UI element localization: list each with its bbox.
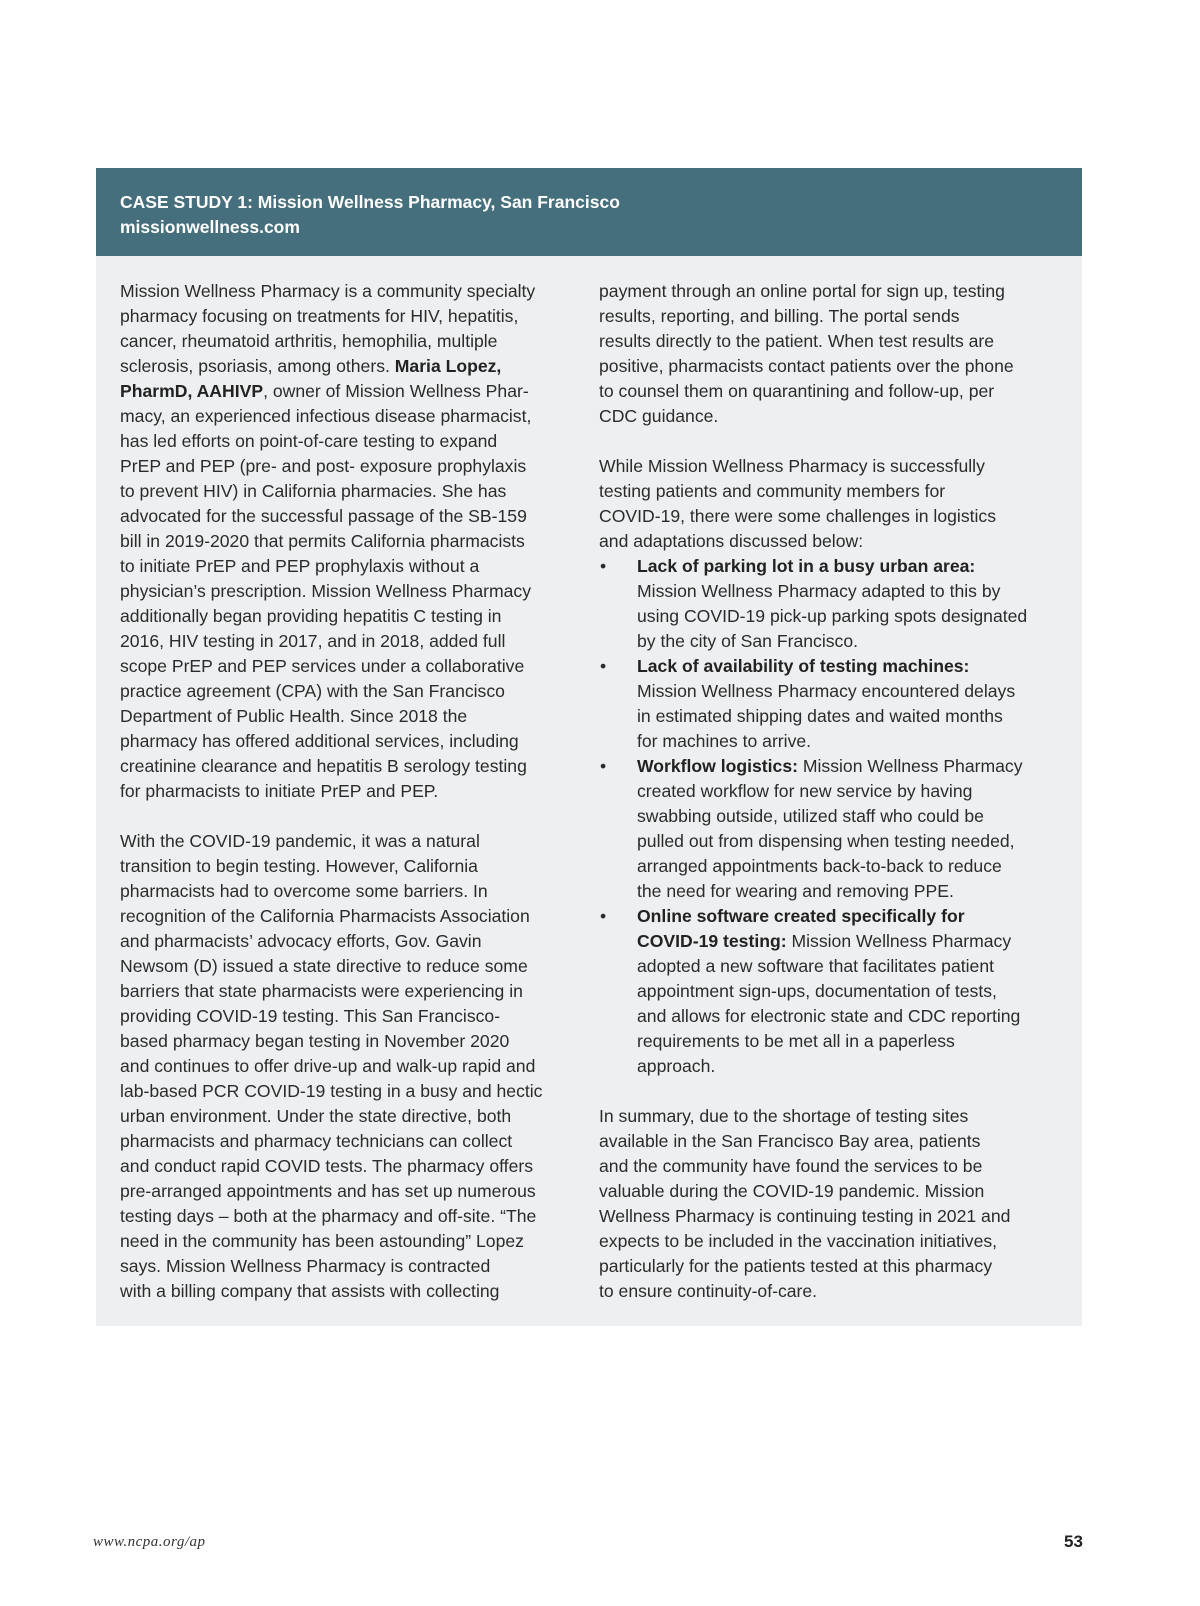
text-line: COVID-19, there were some challenges in logistics [599, 506, 997, 526]
list-item [599, 754, 1064, 904]
challenges-list [599, 554, 1064, 1079]
bullet-icon: • [600, 556, 607, 576]
text-line: for pharmacists to initiate PrEP and PEP. [120, 781, 439, 801]
text-line: and continues to offer drive-up and walk-up rapid and [120, 1056, 536, 1076]
text-line [637, 904, 1064, 929]
bullet-icon: • [600, 756, 607, 776]
text-line: valuable during the COVID-19 pandemic. Mission [599, 1181, 985, 1201]
text-line [637, 929, 1064, 954]
text-line: by the city of San Francisco. [637, 631, 858, 651]
text-line: appointment sign-ups, documentation of tests, [637, 981, 997, 1001]
text-line: for machines to arrive. [637, 731, 812, 751]
text-line: macy, an experienced infectious disease pharmacist, [120, 406, 532, 426]
paragraph-gap [120, 804, 585, 829]
text-line: urban environment. Under the state directive, both [120, 1106, 512, 1126]
text-line: While Mission Wellness Pharmacy is successfully [599, 456, 985, 476]
text-line [120, 379, 585, 404]
bullet-heading-continued: COVID-19 testing: [637, 931, 787, 951]
text-line: positive, pharmacists contact patients over the phone [599, 356, 1014, 376]
left-paragraph-2 [120, 829, 585, 1304]
text-line: to counsel them on quarantining and follow-up, per [599, 381, 995, 401]
bullet-heading: Workflow logistics: [637, 756, 798, 776]
text-line: Mission Wellness Pharmacy adapted to this by [637, 581, 1001, 601]
text-line: to initiate PrEP and PEP prophylaxis without a [120, 556, 480, 576]
text-line: results, reporting, and billing. The portal sends [599, 306, 960, 326]
text-line: particularly for the patients tested at this pharmacy [599, 1256, 993, 1276]
text-line: practice agreement (CPA) with the San Francisco [120, 681, 505, 701]
right-paragraph-1 [599, 279, 1064, 429]
text-line: need in the community has been astounding” Lopez [120, 1231, 524, 1251]
text-line: Newsom (D) issued a state directive to reduce some [120, 956, 528, 976]
text-line: results directly to the patient. When test results are [599, 331, 995, 351]
text-line [637, 654, 1064, 679]
text-line: using COVID-19 pick-up parking spots designated [637, 606, 1028, 626]
text-line: expects to be included in the vaccination initiatives, [599, 1231, 998, 1251]
text-line: and conduct rapid COVID tests. The pharmacy offers [120, 1156, 534, 1176]
case-study-website: missionwellness.com [120, 217, 300, 237]
right-paragraph-2 [599, 454, 1064, 554]
person-name: Maria Lopez, [394, 356, 502, 376]
text-line: physician’s prescription. Mission Wellness Pharmacy [120, 581, 532, 601]
text-line: With the COVID-19 pandemic, it was a natural [120, 831, 480, 851]
text-line: and the community have found the services to be [599, 1156, 983, 1176]
text-line: advocated for the successful passage of the SB-159 [120, 506, 527, 526]
bullet-heading: Lack of availability of testing machines: [637, 656, 970, 676]
text-run: , owner of Mission Wellness Phar- [263, 381, 529, 401]
text-line: transition to begin testing. However, California [120, 856, 478, 876]
bullet-heading: Lack of parking lot in a busy urban area: [637, 556, 976, 576]
text-line: CDC guidance. [599, 406, 719, 426]
text-line: has led efforts on point-of-care testing to expand [120, 431, 498, 451]
text-line: additionally began providing hepatitis C testing in [120, 606, 502, 626]
bullet-icon: • [600, 906, 607, 926]
text-line [637, 754, 1064, 779]
text-line: available in the San Francisco Bay area, patients [599, 1131, 981, 1151]
text-line: In summary, due to the shortage of testing sites [599, 1106, 969, 1126]
bullet-heading: Online software created specifically for [637, 906, 965, 926]
text-line: pharmacy has offered additional services, including [120, 731, 519, 751]
text-line: testing days – both at the pharmacy and off-site. “The [120, 1206, 537, 1226]
list-item [599, 904, 1064, 1079]
list-item [599, 654, 1064, 754]
text-line: lab-based PCR COVID-19 testing in a busy and hectic [120, 1081, 543, 1101]
text-line: 2016, HIV testing in 2017, and in 2018, added full [120, 631, 506, 651]
person-credentials: PharmD, AAHIVP [120, 381, 264, 401]
text-line: providing COVID-19 testing. This San Francisco- [120, 1006, 501, 1026]
text-line: arranged appointments back-to-back to reduce [637, 856, 1002, 876]
text-line [637, 554, 1064, 579]
text-line: pharmacists had to overcome some barriers. In [120, 881, 488, 901]
text-line: pharmacy focusing on treatments for HIV, hepatitis, [120, 306, 519, 326]
text-run: Mission Wellness Pharmacy [786, 931, 1012, 951]
right-column [599, 279, 1064, 1304]
text-line: scope PrEP and PEP services under a collaborative [120, 656, 525, 676]
text-line: and allows for electronic state and CDC reporting [637, 1006, 1021, 1026]
page-number: 53 [1064, 1532, 1083, 1551]
text-line: approach. [637, 1056, 716, 1076]
text-line: with a billing company that assists with collecting [120, 1281, 500, 1301]
footer-url: www.ncpa.org/ap [93, 1534, 206, 1550]
text-line: Wellness Pharmacy is continuing testing in 2021 and [599, 1206, 1011, 1226]
text-line: barriers that state pharmacists were experiencing in [120, 981, 523, 1001]
text-line: PrEP and PEP (pre- and post- exposure prophylaxis [120, 456, 527, 476]
text-line [120, 354, 585, 379]
text-line: pulled out from dispensing when testing needed, [637, 831, 1015, 851]
text-line: created workflow for new service by having [637, 781, 973, 801]
text-line: and pharmacists’ advocacy efforts, Gov. Gavin [120, 931, 482, 951]
text-line: recognition of the California Pharmacists Association [120, 906, 530, 926]
text-line: pre-arranged appointments and has set up numerous [120, 1181, 536, 1201]
text-line: to prevent HIV) in California pharmacies. She has [120, 481, 507, 501]
text-line: bill in 2019-2020 that permits California pharmacists [120, 531, 525, 551]
text-line: based pharmacy began testing in November 2020 [120, 1031, 510, 1051]
paragraph-gap [599, 1079, 1064, 1104]
text-line: pharmacists and pharmacy technicians can collect [120, 1131, 513, 1151]
text-line: testing patients and community members for [599, 481, 946, 501]
text-line: Mission Wellness Pharmacy encountered delays [637, 681, 1016, 701]
case-study-title: CASE STUDY 1: Mission Wellness Pharmacy, San Francisco [120, 192, 620, 212]
text-run: sclerosis, psoriasis, among others. [120, 356, 395, 376]
list-item [599, 554, 1064, 654]
text-line: requirements to be met all in a paperless [637, 1031, 955, 1051]
paragraph-gap [599, 429, 1064, 454]
text-line: Mission Wellness Pharmacy is a community specialty [120, 281, 536, 301]
text-line: payment through an online portal for sign up, testing [599, 281, 1005, 301]
text-line: says. Mission Wellness Pharmacy is contracted [120, 1256, 491, 1276]
text-line: adopted a new software that facilitates patient [637, 956, 994, 976]
left-column [120, 279, 585, 1304]
right-paragraph-3 [599, 1104, 1064, 1304]
text-run: Mission Wellness Pharmacy [797, 756, 1023, 776]
text-line: in estimated shipping dates and waited months [637, 706, 1003, 726]
text-line: swabbing outside, utilized staff who could be [637, 806, 984, 826]
text-line: the need for wearing and removing PPE. [637, 881, 954, 901]
text-line: to ensure continuity-of-care. [599, 1281, 818, 1301]
text-line: Department of Public Health. Since 2018 the [120, 706, 468, 726]
left-paragraph-1 [120, 279, 585, 804]
case-study-header [96, 168, 1082, 256]
text-line: cancer, rheumatoid arthritis, hemophilia, multiple [120, 331, 498, 351]
text-line: and adaptations discussed below: [599, 531, 864, 551]
bullet-icon: • [600, 656, 607, 676]
case-study-box [96, 168, 1082, 1326]
text-line: creatinine clearance and hepatitis B serology testing [120, 756, 527, 776]
